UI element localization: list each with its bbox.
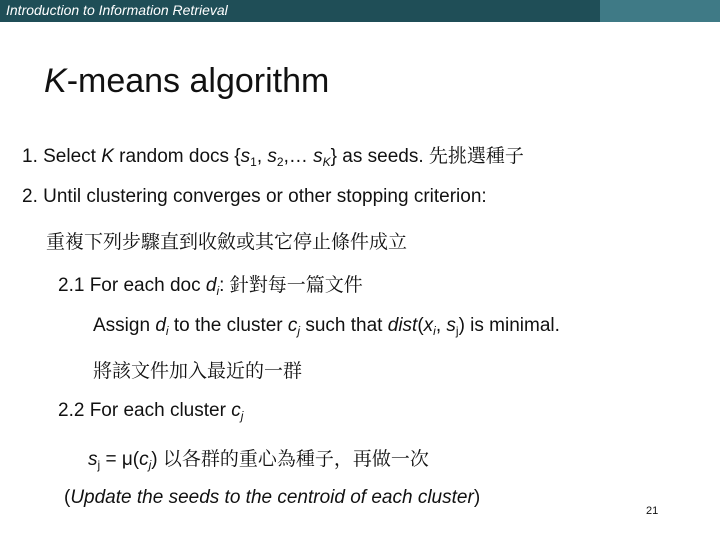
assign-line — [93, 315, 560, 337]
title-rest: -means algorithm — [66, 62, 330, 100]
step1-sk: s — [313, 146, 323, 167]
assign-x-sub: i — [433, 324, 436, 338]
step1-c: , — [256, 146, 268, 167]
step1-s2: s — [267, 146, 277, 167]
header-accent — [600, 0, 720, 22]
step1-sk-sub: K — [322, 155, 331, 169]
step21-a: 2.1 For each doc — [58, 275, 206, 296]
update-close: ) — [151, 449, 163, 470]
step22-c-sub: j — [240, 409, 244, 423]
update-s: s — [88, 449, 98, 470]
assign-c2: such that — [300, 315, 388, 336]
assign-a: Assign — [93, 315, 156, 336]
assign-dist: dist — [387, 315, 418, 336]
assign-s: s — [446, 315, 456, 336]
step-2-cn: 重複下列步驟直到收斂或其它停止條件成立 — [46, 232, 408, 253]
step21-b: : — [219, 275, 230, 296]
step1-s1-sub: 1 — [250, 155, 257, 169]
course-title: Introduction to Information Retrieval — [6, 2, 228, 18]
step-1 — [22, 141, 524, 168]
step1-s2-sub: 2 — [276, 155, 284, 169]
step22-a: 2.2 For each cluster — [58, 400, 232, 421]
assign-s-sub: j — [455, 324, 459, 338]
update-c: c — [139, 449, 149, 470]
assign-c-sub: j — [297, 324, 301, 338]
note-close: ) — [473, 487, 481, 508]
assign-x: x — [423, 315, 434, 336]
step1-a: 1. Select — [22, 146, 102, 167]
assign-e: ( — [417, 315, 424, 336]
update-eq: = μ( — [100, 449, 140, 470]
note-text: Update the seeds to the centroid of each cluster — [70, 487, 474, 508]
step22-c: c — [231, 400, 241, 421]
step1-k: K — [101, 146, 114, 167]
assign-c: c — [287, 315, 298, 336]
step1-e: } as seeds. — [330, 146, 429, 167]
step-2-2 — [58, 400, 243, 422]
update-s-sub: j — [97, 458, 101, 472]
step-2-1 — [58, 270, 363, 297]
assign-cn: 將該文件加入最近的一群 — [93, 361, 303, 382]
header-bar — [0, 0, 720, 22]
update-line — [88, 444, 429, 471]
update-c-sub: j — [148, 458, 152, 472]
step1-d: ,… — [283, 146, 314, 167]
slide-title — [44, 62, 329, 101]
page-number: 21 — [646, 505, 659, 517]
assign-d: d — [155, 315, 166, 336]
step21-cn: 針對每一篇文件 — [229, 275, 363, 296]
assign-d-sub: i — [165, 324, 169, 338]
step21-d: d — [205, 275, 217, 296]
step1-s1: s — [240, 146, 251, 167]
note-open: ( — [64, 487, 71, 508]
step1-b: random docs { — [113, 146, 241, 167]
step21-d-sub: i — [216, 284, 220, 298]
step-2: 2. Until clustering converges or other stopping criterion: — [22, 186, 487, 207]
update-cn: 以各群的重心為種子，再做一次 — [162, 449, 429, 470]
title-k: K — [44, 62, 67, 100]
assign-b: to the cluster — [168, 315, 288, 336]
assign-f: , — [435, 315, 447, 336]
note-line — [64, 487, 480, 509]
step1-cn: 先挑選種子 — [428, 146, 524, 167]
assign-g: ) is minimal. — [458, 315, 560, 336]
